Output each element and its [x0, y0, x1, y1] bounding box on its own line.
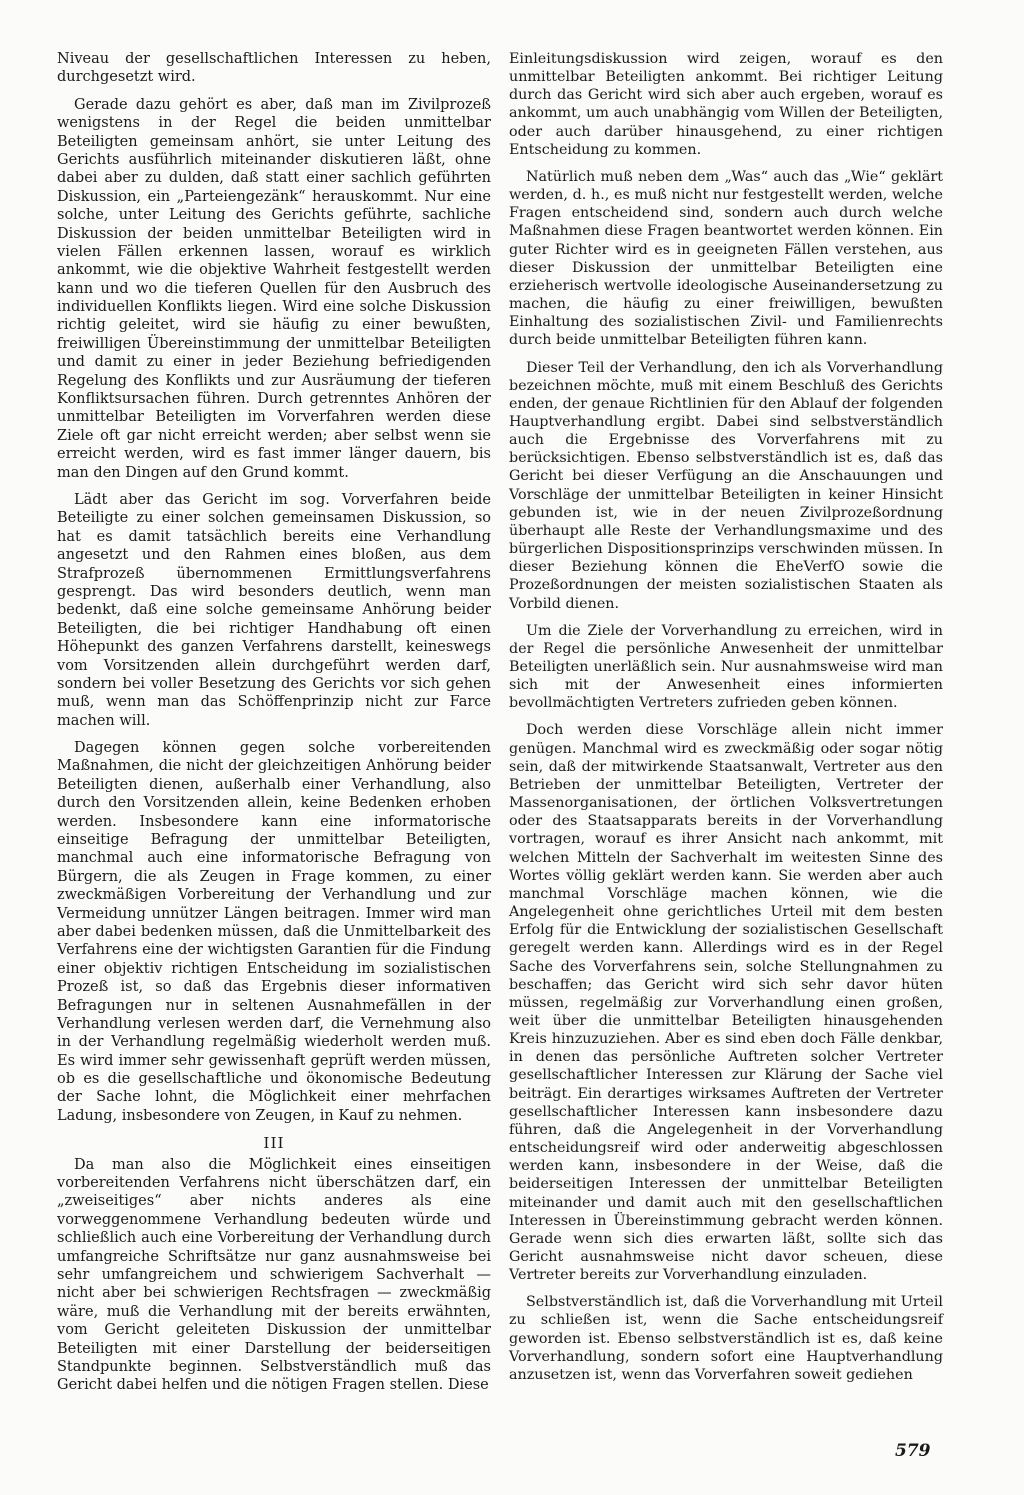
- section-heading: III: [263, 1134, 285, 1153]
- paragraph: Um die Ziele der Vorverhandlung zu erreichen, wird in der Regel die persönliche Anwesenheit der unmittelbar Beteiligten unerläßlich sein. Nur ausnahmsweise wird man sich mit der Anwesenheit eines informierten bevollmächtigten Vertreters zufrieden geben können.: [509, 622, 943, 712]
- paragraph: Dieser Teil der Verhandlung, den ich als Vorverhandlung bezeichnen möchte, muß mit einem Beschluß des Gerichts enden, der genaue Richtlinien für den Ablauf der folgenden Hauptverhandlung ergibt. Dabei sind selbstverständlich auch die Ergebnisse des Vorverfahrens mit zu berücksichtigen. Ebenso selbstverständlich ist es, daß das Gericht bei dieser Verfügung an die Anschauungen und Vorschläge der unmittelbar Beteiligten in keiner Hinsicht gebunden ist, wie in der neuen Zivilprozeßordnung überhaupt alle Reste der Verhandlungsmaxime und des bürgerlichen Dispositionsprinzips verschwinden müssen. In dieser Beziehung können die EheVerfO sowie die Prozeßordnungen der meisten sozialistischen Staaten als Vorbild dienen.: [509, 359, 943, 612]
- paragraph: Doch werden diese Vorschläge allein nicht immer genügen. Manchmal wird es zweckmäßig oder sogar nötig sein, daß der mitwirkende Staatsanwalt, Vertreter aus den Betrieben der unmittelbar Beteiligten, Vertreter der Massenorganisationen, der örtlichen Volksvertretungen oder des Staatsapparats bereits in der Vorverhandlung vortragen, worauf es ihrer Ansicht nach ankommt, mit welchen Mitteln der Sachverhalt im weitesten Sinne des Wortes völlig geklärt werden kann. Sie werden aber auch manchmal Vorschläge machen können, wie die Angelegenheit ohne gerichtliches Urteil mit dem besten Erfolg für die Entwicklung der sozialistischen Gesellschaft geregelt werden kann. Allerdings wird es in der Regel Sache des Vorverfahrens sein, solche Stellungnahmen zu beschaffen; das Gericht wird sich sehr davor hüten müssen, regelmäßig zur Vorverhandlung einen großen, weit über die unmittelbar Beteiligten hinausgehenden Kreis hinzuzuziehen. Aber es sind eben doch Fälle denkbar, in denen das persönliche Auftreten solcher Vertreter gesellschaftlicher Interessen zur Klärung der Sache viel beiträgt. Ein derartiges wirksames Auftreten der Vertreter gesellschaftlicher Interessen kann insbesondere dazu führen, daß die Angelegenheit in der Vorverhandlung entscheidungsreif wird oder anderweitig abgeschlossen werden kann, insbesondere in der Weise, daß die beiderseitigen Interessen der unmittelbar Beteiligten miteinander und damit auch mit den gesellschaftlichen Interessen in Übereinstimmung gebracht werden können. Gerade wenn sich dies erwarten läßt, sollte sich das Gericht ausnahmsweise nicht davor scheuen, diese Vertreter bereits zur Vorverhandlung einzuladen.: [509, 722, 943, 1284]
- paragraph-continued: Einleitungsdiskussion wird zeigen, worauf es den unmittelbar Beteiligten ankommt. Bei richtiger Leitung durch das Gericht wird sich aber auch ergeben, worauf es ankommt, um auch unabhängig vom Willen der Beteiligten, oder auch darüber hinausgehend, zu einer richtigen Entscheidung zu kommen.: [509, 51, 943, 158]
- paragraph: Selbstverständlich ist, daß die Vorverhandlung mit Urteil zu schließen ist, wenn die Sache entscheidungsreif geworden ist. Ebenso selbstverständlich ist es, daß keine Vorverhandlung, sondern sofort eine Hauptverhandlung anzusetzen ist, wenn das Vorverfahren soweit gediehen: [509, 1294, 943, 1383]
- left-column: [57, 50, 491, 1404]
- paragraph-continued: Niveau der gesellschaftlichen Interessen zu heben, durchgesetzt wird.: [57, 51, 491, 86]
- paragraph: Gerade dazu gehört es aber, daß man im Zivilprozeß wenigstens in der Regel die beiden unmittelbar Beteiligten gemeinsam anhört, sie unter Leitung des Gerichts ausführlich miteinander diskutieren läßt, ohne dabei aber zu dulden, daß statt einer sachlich geführten Diskussion, ein „Parteiengezänk“ herauskommt. Nur eine solche, unter Leitung des Gerichts geführte, sachliche Diskussion der beiden unmittelbar Beteiligten wird in vielen Fällen erkennen lassen, worauf es wirklich ankommt, wie die objektive Wahrheit festgestellt werden kann und wo die tieferen Quellen für den Ausbruch des individuellen Konflikts liegen. Wird eine solche Diskussion richtig geleitet, wird sie häufig zu einer bewußten, freiwilligen Übereinstimmung der unmittelbar Beteiligten und damit zu einer in jeder Beziehung befriedigenden Regelung des Konflikts und zur Ausräumung der tieferen Konfliktsursachen führen. Durch getrenntes Anhören der unmittelbar Beteiligten im Vorverfahren werden diese Ziele oft gar nicht erreicht werden; aber selbst wenn sie erreicht werden, wird es fast immer länger dauern, bis man den Dingen auf den Grund kommt.: [57, 96, 491, 481]
- paragraph: Dagegen können gegen solche vorbereitenden Maßnahmen, die nicht der gleichzeitigen Anhörung beider Beteiligten dienen, außerhalb einer Verhandlung, also durch den Vorsitzenden allein, keine Bedenken erhoben werden. Insbesondere kann eine informatorische einseitige Befragung der unmittelbar Beteiligten, manchmal auch eine informatorische Befragung von Bürgern, die als Zeugen in Frage kommen, zu einer zweckmäßigen Vorbereitung der Verhandlung und zur Vermeidung unnützer Längen beitragen. Immer wird man aber dabei bedenken müssen, daß die Unmittelbarkeit des Verfahrens eine der wichtigsten Garantien für die Findung einer objektiv richtigen Entscheidung im sozialistischen Prozeß ist, so daß das Ergebnis dieser informativen Befragungen nur in seltenen Ausnahmefällen in der Verhandlung verlesen werden darf, die Vernehmung also in der Verhandlung regelmäßig wiederholt werden muß. Es wird immer sehr gewissenhaft geprüft werden müssen, ob es die gesellschaftliche und ökonomische Bedeutung der Sache lohnt, die Möglichkeit einer mehrfachen Ladung, insbesondere von Zeugen, in Kauf zu nehmen.: [57, 740, 491, 1124]
- right-column: [509, 50, 943, 1393]
- paragraph: Da man also die Möglichkeit eines einseitigen vorbereitenden Verfahrens nicht überschätzen darf, ein „zweiseitiges“ aber nichts anderes als eine vorweggenommene Verhandlung bedeuten würde und schließlich auch eine Vorbereitung der Verhandlung durch umfangreiche Schriftsätze nur ganz ausnahmsweise bei sehr umfangreichem und schwierigem Sachverhalt — nicht aber bei schwierigen Rechtsfragen — zweckmäßig wäre, muß die Verhandlung mit der bereits erwähnten, vom Gericht geleiteten Diskussion der unmittelbar Beteiligten mit einer Darstellung der beiderseitigen Standpunkte beginnen. Selbstverständlich muß das Gericht dabei helfen und die nötigen Fragen stellen. Diese: [57, 1156, 491, 1394]
- paragraph: Natürlich muß neben dem „Was“ auch das „Wie“ geklärt werden, d. h., es muß nicht nur festgestellt werden, welche Fragen entscheidend sind, sondern auch durch welche Maßnahmen diese Fragen beantwortet werden können. Ein guter Richter wird es in geeigneten Fällen verstehen, aus dieser Diskussion der unmittelbar Beteiligten eine erzieherisch wertvolle ideologische Auseinandersetzung zu machen, die häufig zu einer freiwilligen, bewußten Einhaltung des sozialistischen Zivil- und Familienrechts durch beide unmittelbar Beteiligten führen kann.: [509, 168, 943, 349]
- page-number: 579: [895, 1441, 931, 1461]
- paragraph: Lädt aber das Gericht im sog. Vorverfahren beide Beteiligte zu einer solchen gemeinsamen Diskussion, so hat es damit tatsächlich bereits eine Verhandlung angesetzt und den Rahmen eines bloßen, aus dem Strafprozeß übernommenen Ermittlungsverfahrens gesprengt. Das wird besonders deutlich, wenn man bedenkt, daß eine solche gemeinsame Anhörung beider Beteiligten, die bei richtiger Handhabung oft einen Höhepunkt des ganzen Verfahrens darstellt, keineswegs vom Vorsitzenden allein durchgeführt werden darf, sondern bei voller Besetzung des Gerichts vor sich gehen muß, wenn man das Schöffenprinzip nicht zur Farce machen will.: [57, 491, 491, 729]
